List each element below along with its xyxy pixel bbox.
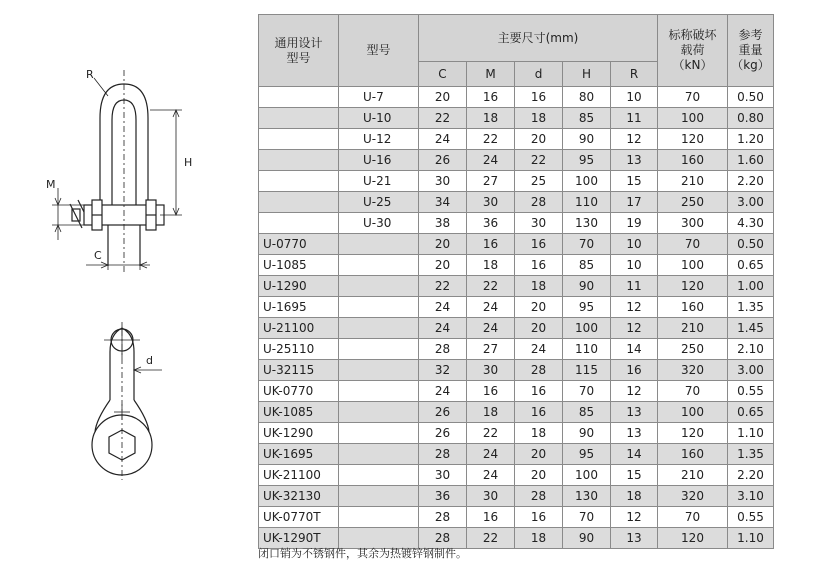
header-col-d: d bbox=[515, 62, 563, 87]
table-row bbox=[259, 192, 774, 213]
breaking-load-cell: 160 bbox=[658, 297, 728, 318]
label-r: R bbox=[86, 68, 94, 81]
c-cell: 20 bbox=[419, 87, 467, 108]
weight-cell: 1.35 bbox=[728, 297, 774, 318]
d-cell: 28 bbox=[515, 486, 563, 507]
table-body bbox=[259, 87, 774, 549]
breaking-load-cell: 120 bbox=[658, 423, 728, 444]
weight-cell: 3.00 bbox=[728, 360, 774, 381]
r-cell: 16 bbox=[611, 360, 658, 381]
d-cell: 30 bbox=[515, 213, 563, 234]
breaking-load-cell: 250 bbox=[658, 192, 728, 213]
m-cell: 36 bbox=[467, 213, 515, 234]
m-cell: 24 bbox=[467, 150, 515, 171]
breaking-load-cell: 320 bbox=[658, 360, 728, 381]
c-cell: 24 bbox=[419, 297, 467, 318]
m-cell: 16 bbox=[467, 381, 515, 402]
r-cell: 10 bbox=[611, 255, 658, 276]
label-h: H bbox=[184, 156, 193, 169]
weight-cell: 2.20 bbox=[728, 171, 774, 192]
m-cell: 24 bbox=[467, 444, 515, 465]
model-cell bbox=[339, 360, 419, 381]
c-cell: 22 bbox=[419, 276, 467, 297]
header-col-h: H bbox=[563, 62, 611, 87]
r-cell: 17 bbox=[611, 192, 658, 213]
model-cell bbox=[339, 234, 419, 255]
m-cell: 27 bbox=[467, 171, 515, 192]
table-row bbox=[259, 507, 774, 528]
model-cell bbox=[339, 381, 419, 402]
m-cell: 30 bbox=[467, 360, 515, 381]
d-cell: 25 bbox=[515, 171, 563, 192]
design-model-cell: UK-32130 bbox=[259, 486, 339, 507]
h-cell: 100 bbox=[563, 318, 611, 339]
c-cell: 20 bbox=[419, 234, 467, 255]
model-cell bbox=[339, 423, 419, 444]
c-cell: 28 bbox=[419, 444, 467, 465]
table-row bbox=[259, 255, 774, 276]
model-cell bbox=[339, 444, 419, 465]
r-cell: 12 bbox=[611, 381, 658, 402]
breaking-load-cell: 250 bbox=[658, 339, 728, 360]
label-m: M bbox=[46, 178, 56, 191]
weight-cell: 0.80 bbox=[728, 108, 774, 129]
table-row bbox=[259, 234, 774, 255]
m-cell: 16 bbox=[467, 87, 515, 108]
breaking-load-cell: 120 bbox=[658, 129, 728, 150]
d-cell: 16 bbox=[515, 234, 563, 255]
design-model-cell: UK-1695 bbox=[259, 444, 339, 465]
r-cell: 13 bbox=[611, 402, 658, 423]
c-cell: 26 bbox=[419, 423, 467, 444]
breaking-load-cell: 70 bbox=[658, 381, 728, 402]
weight-cell: 1.35 bbox=[728, 444, 774, 465]
model-cell bbox=[339, 297, 419, 318]
design-model-cell bbox=[259, 129, 339, 150]
h-cell: 70 bbox=[563, 507, 611, 528]
weight-cell: 1.10 bbox=[728, 423, 774, 444]
breaking-load-cell: 100 bbox=[658, 402, 728, 423]
design-model-cell: UK-0770T bbox=[259, 507, 339, 528]
design-model-cell bbox=[259, 150, 339, 171]
r-cell: 11 bbox=[611, 108, 658, 129]
weight-cell: 0.55 bbox=[728, 381, 774, 402]
d-cell: 18 bbox=[515, 108, 563, 129]
design-model-cell bbox=[259, 213, 339, 234]
table-row bbox=[259, 108, 774, 129]
label-d: d bbox=[146, 354, 153, 367]
breaking-load-cell: 160 bbox=[658, 444, 728, 465]
h-cell: 95 bbox=[563, 150, 611, 171]
header-main-dims: 主要尺寸(mm) bbox=[419, 15, 658, 62]
model-cell bbox=[339, 318, 419, 339]
weight-cell: 0.65 bbox=[728, 255, 774, 276]
model-cell bbox=[339, 465, 419, 486]
h-cell: 100 bbox=[563, 171, 611, 192]
h-cell: 90 bbox=[563, 528, 611, 549]
design-model-cell: U-21100 bbox=[259, 318, 339, 339]
header-col-c: C bbox=[419, 62, 467, 87]
d-cell: 16 bbox=[515, 507, 563, 528]
footnote: 闭口销为不锈钢件，其余为热镀锌钢制件。 bbox=[258, 547, 467, 560]
m-cell: 24 bbox=[467, 465, 515, 486]
d-cell: 22 bbox=[515, 150, 563, 171]
model-cell: U-30 bbox=[339, 213, 419, 234]
model-cell bbox=[339, 507, 419, 528]
d-cell: 18 bbox=[515, 423, 563, 444]
m-cell: 30 bbox=[467, 486, 515, 507]
design-model-cell: U-0770 bbox=[259, 234, 339, 255]
header-model: 型号 bbox=[339, 15, 419, 87]
design-model-cell: U-25110 bbox=[259, 339, 339, 360]
design-model-cell: U-1695 bbox=[259, 297, 339, 318]
breaking-load-cell: 210 bbox=[658, 171, 728, 192]
design-model-cell bbox=[259, 108, 339, 129]
m-cell: 18 bbox=[467, 108, 515, 129]
m-cell: 22 bbox=[467, 528, 515, 549]
h-cell: 70 bbox=[563, 381, 611, 402]
weight-cell: 0.50 bbox=[728, 87, 774, 108]
breaking-load-cell: 70 bbox=[658, 507, 728, 528]
r-cell: 10 bbox=[611, 234, 658, 255]
weight-cell: 1.20 bbox=[728, 129, 774, 150]
c-cell: 32 bbox=[419, 360, 467, 381]
design-model-cell bbox=[259, 87, 339, 108]
weight-cell: 1.00 bbox=[728, 276, 774, 297]
r-cell: 10 bbox=[611, 87, 658, 108]
c-cell: 28 bbox=[419, 507, 467, 528]
model-cell bbox=[339, 486, 419, 507]
table-row bbox=[259, 444, 774, 465]
d-cell: 20 bbox=[515, 444, 563, 465]
d-cell: 16 bbox=[515, 255, 563, 276]
weight-cell: 3.10 bbox=[728, 486, 774, 507]
h-cell: 130 bbox=[563, 486, 611, 507]
design-model-cell: U-1290 bbox=[259, 276, 339, 297]
r-cell: 14 bbox=[611, 444, 658, 465]
header-col-r: R bbox=[611, 62, 658, 87]
c-cell: 34 bbox=[419, 192, 467, 213]
r-cell: 19 bbox=[611, 213, 658, 234]
c-cell: 36 bbox=[419, 486, 467, 507]
d-cell: 28 bbox=[515, 192, 563, 213]
table-row bbox=[259, 150, 774, 171]
d-cell: 20 bbox=[515, 465, 563, 486]
d-cell: 18 bbox=[515, 528, 563, 549]
r-cell: 12 bbox=[611, 129, 658, 150]
c-cell: 24 bbox=[419, 129, 467, 150]
design-model-cell: UK-1290T bbox=[259, 528, 339, 549]
r-cell: 18 bbox=[611, 486, 658, 507]
m-cell: 18 bbox=[467, 402, 515, 423]
m-cell: 30 bbox=[467, 192, 515, 213]
r-cell: 12 bbox=[611, 507, 658, 528]
h-cell: 115 bbox=[563, 360, 611, 381]
design-model-cell: UK-1085 bbox=[259, 402, 339, 423]
design-model-cell: UK-0770 bbox=[259, 381, 339, 402]
d-cell: 20 bbox=[515, 129, 563, 150]
h-cell: 110 bbox=[563, 192, 611, 213]
shackle-drawings bbox=[0, 0, 255, 571]
m-cell: 24 bbox=[467, 318, 515, 339]
r-cell: 13 bbox=[611, 423, 658, 444]
weight-cell: 0.55 bbox=[728, 507, 774, 528]
h-cell: 90 bbox=[563, 129, 611, 150]
c-cell: 28 bbox=[419, 528, 467, 549]
weight-cell: 1.10 bbox=[728, 528, 774, 549]
header-weight: 参考 重量 （kg） bbox=[728, 15, 774, 87]
design-model-cell bbox=[259, 171, 339, 192]
table-row bbox=[259, 423, 774, 444]
d-cell: 20 bbox=[515, 318, 563, 339]
header-breaking-load: 标称破坏 载荷 （kN） bbox=[658, 15, 728, 87]
model-cell bbox=[339, 402, 419, 423]
r-cell: 15 bbox=[611, 465, 658, 486]
c-cell: 28 bbox=[419, 339, 467, 360]
model-cell bbox=[339, 255, 419, 276]
breaking-load-cell: 120 bbox=[658, 276, 728, 297]
table-row bbox=[259, 87, 774, 108]
table-row bbox=[259, 171, 774, 192]
weight-cell: 2.20 bbox=[728, 465, 774, 486]
m-cell: 27 bbox=[467, 339, 515, 360]
h-cell: 95 bbox=[563, 444, 611, 465]
table-row bbox=[259, 381, 774, 402]
m-cell: 16 bbox=[467, 234, 515, 255]
r-cell: 14 bbox=[611, 339, 658, 360]
breaking-load-cell: 100 bbox=[658, 255, 728, 276]
weight-cell: 1.45 bbox=[728, 318, 774, 339]
h-cell: 80 bbox=[563, 87, 611, 108]
m-cell: 22 bbox=[467, 129, 515, 150]
m-cell: 16 bbox=[467, 507, 515, 528]
d-cell: 16 bbox=[515, 402, 563, 423]
h-cell: 110 bbox=[563, 339, 611, 360]
breaking-load-cell: 100 bbox=[658, 108, 728, 129]
d-cell: 24 bbox=[515, 339, 563, 360]
header-design-model: 通用设计 型号 bbox=[259, 15, 339, 87]
c-cell: 22 bbox=[419, 108, 467, 129]
shackle-side-view bbox=[92, 322, 162, 480]
breaking-load-cell: 210 bbox=[658, 318, 728, 339]
breaking-load-cell: 300 bbox=[658, 213, 728, 234]
table-row bbox=[259, 276, 774, 297]
h-cell: 90 bbox=[563, 423, 611, 444]
model-cell: U-7 bbox=[339, 87, 419, 108]
table-row bbox=[259, 402, 774, 423]
c-cell: 24 bbox=[419, 318, 467, 339]
c-cell: 20 bbox=[419, 255, 467, 276]
weight-cell: 0.65 bbox=[728, 402, 774, 423]
r-cell: 12 bbox=[611, 297, 658, 318]
breaking-load-cell: 70 bbox=[658, 234, 728, 255]
breaking-load-cell: 120 bbox=[658, 528, 728, 549]
table-row bbox=[259, 339, 774, 360]
table-row bbox=[259, 318, 774, 339]
c-cell: 38 bbox=[419, 213, 467, 234]
d-cell: 18 bbox=[515, 276, 563, 297]
m-cell: 18 bbox=[467, 255, 515, 276]
breaking-load-cell: 70 bbox=[658, 87, 728, 108]
model-cell: U-25 bbox=[339, 192, 419, 213]
model-cell: U-10 bbox=[339, 108, 419, 129]
d-cell: 20 bbox=[515, 297, 563, 318]
c-cell: 30 bbox=[419, 465, 467, 486]
design-model-cell: UK-21100 bbox=[259, 465, 339, 486]
model-cell: U-16 bbox=[339, 150, 419, 171]
h-cell: 100 bbox=[563, 465, 611, 486]
table-row bbox=[259, 129, 774, 150]
c-cell: 26 bbox=[419, 150, 467, 171]
h-cell: 85 bbox=[563, 108, 611, 129]
breaking-load-cell: 210 bbox=[658, 465, 728, 486]
model-cell bbox=[339, 276, 419, 297]
breaking-load-cell: 320 bbox=[658, 486, 728, 507]
design-model-cell: U-32115 bbox=[259, 360, 339, 381]
d-cell: 16 bbox=[515, 381, 563, 402]
d-cell: 16 bbox=[515, 87, 563, 108]
c-cell: 26 bbox=[419, 402, 467, 423]
label-c: C bbox=[94, 249, 102, 262]
h-cell: 130 bbox=[563, 213, 611, 234]
d-cell: 28 bbox=[515, 360, 563, 381]
shackle-front-view bbox=[52, 70, 182, 272]
r-cell: 15 bbox=[611, 171, 658, 192]
c-cell: 30 bbox=[419, 171, 467, 192]
r-cell: 13 bbox=[611, 528, 658, 549]
h-cell: 85 bbox=[563, 402, 611, 423]
breaking-load-cell: 160 bbox=[658, 150, 728, 171]
table-row bbox=[259, 213, 774, 234]
h-cell: 95 bbox=[563, 297, 611, 318]
table-row bbox=[259, 297, 774, 318]
design-model-cell: U-1085 bbox=[259, 255, 339, 276]
weight-cell: 1.60 bbox=[728, 150, 774, 171]
model-cell bbox=[339, 339, 419, 360]
m-cell: 22 bbox=[467, 276, 515, 297]
design-model-cell: UK-1290 bbox=[259, 423, 339, 444]
weight-cell: 2.10 bbox=[728, 339, 774, 360]
r-cell: 12 bbox=[611, 318, 658, 339]
spec-table bbox=[258, 14, 774, 549]
table-row bbox=[259, 486, 774, 507]
weight-cell: 3.00 bbox=[728, 192, 774, 213]
h-cell: 85 bbox=[563, 255, 611, 276]
table-row bbox=[259, 465, 774, 486]
model-cell: U-12 bbox=[339, 129, 419, 150]
r-cell: 13 bbox=[611, 150, 658, 171]
header-col-m: M bbox=[467, 62, 515, 87]
m-cell: 24 bbox=[467, 297, 515, 318]
weight-cell: 0.50 bbox=[728, 234, 774, 255]
r-cell: 11 bbox=[611, 276, 658, 297]
c-cell: 24 bbox=[419, 381, 467, 402]
table-row bbox=[259, 360, 774, 381]
h-cell: 70 bbox=[563, 234, 611, 255]
weight-cell: 4.30 bbox=[728, 213, 774, 234]
m-cell: 22 bbox=[467, 423, 515, 444]
model-cell: U-21 bbox=[339, 171, 419, 192]
h-cell: 90 bbox=[563, 276, 611, 297]
design-model-cell bbox=[259, 192, 339, 213]
